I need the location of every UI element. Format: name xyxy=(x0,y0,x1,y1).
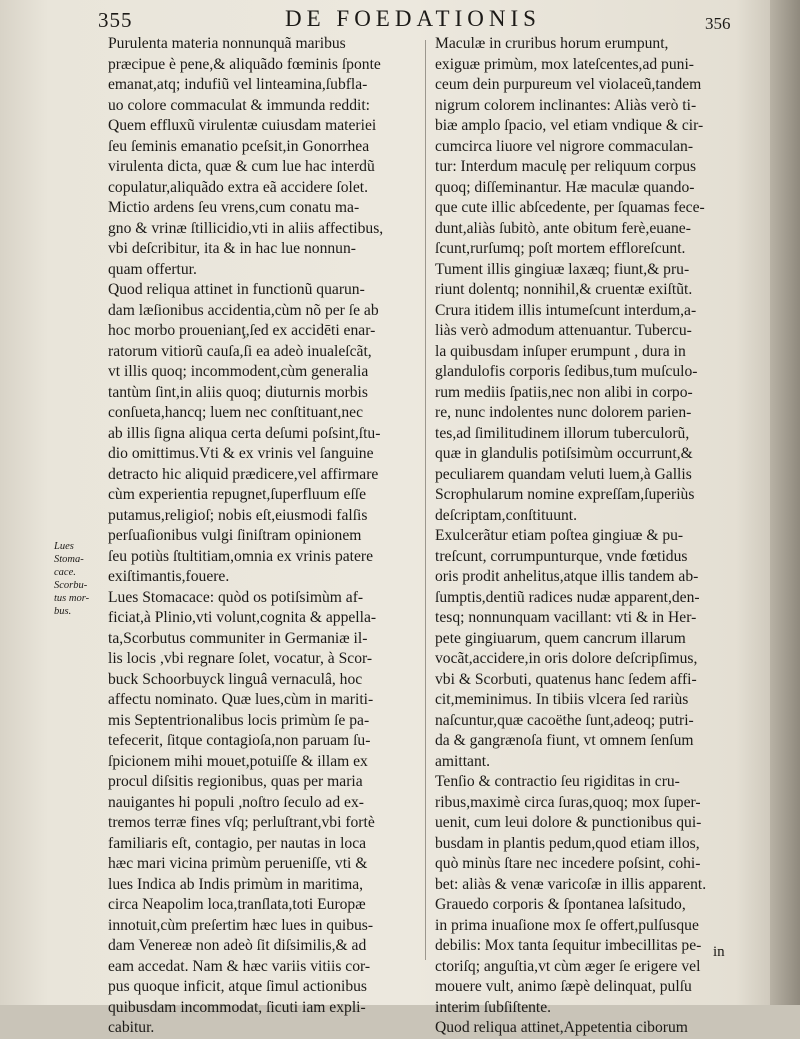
text-line: perſuaſionibus vulgi ſiniſtram opinionem xyxy=(108,527,362,544)
text-line: Lues Stomacace: quòd os potiſsimùm af- xyxy=(108,588,364,606)
text-line: uenit, cum leui dolore & punctionibus qui- xyxy=(435,814,702,831)
text-line: ſpicionem mihi mouet,potuiſſe & illam ex xyxy=(108,752,368,770)
margin-note-line: Scorbu- xyxy=(54,580,88,591)
text-line: hoc morbo prouenianţ,ſed ex accidēti enar- xyxy=(108,322,376,339)
text-line: la quibusdam inſuper erumpunt , dura in xyxy=(435,342,686,360)
text-line: Scrophularum nomine expreſſam,ſuperiùs xyxy=(435,486,695,503)
text-line: riunt dolentq; nonnihil,& cruentæ exiſtũt. xyxy=(435,281,693,298)
text-line: ceum dein purpureum vel violaceũ,tandem xyxy=(435,76,702,93)
text-line: tur: Interdum maculę per reliquum corpus xyxy=(435,158,697,175)
text-line: exiguæ primùm, mox lateſcentes,ad puni- xyxy=(435,55,694,73)
text-line: nauigantes hi populi ,noſtro ſeculo ad ex- xyxy=(108,793,364,811)
text-line: naſcuntur,quæ cacoëthe ſunt,adeoq; putri- xyxy=(435,711,694,729)
text-line: dam læſionibus accidentia,cùm nõ per ſe ab xyxy=(108,301,379,319)
text-line: quò minùs ſtare nec incedere poſsint, cohi- xyxy=(435,855,701,872)
margin-note-line: Stoma- xyxy=(54,554,84,565)
text-line: affectu nominato. Quæ lues,cùm in mariti- xyxy=(108,691,374,708)
text-line: lis locis ,vbi regnare ſolet, vocatur, à Scor- xyxy=(108,650,373,667)
right-page-number: 356 xyxy=(705,14,731,33)
text-line: cumcirca liuore vel nigrore commaculan- xyxy=(435,137,694,155)
margin-note-line: bus. xyxy=(54,606,72,617)
text-line: liàs verò admodum attenuantur. Tubercu- xyxy=(435,322,692,339)
text-line: putamus,religioſ; nobis eſt,eiusmodi falſis xyxy=(108,506,368,524)
text-line: tes,ad ſimilitudinem illorum tuberculorũ, xyxy=(435,424,690,442)
text-line: pus quoque inficit, atque ſimul actionibus xyxy=(108,978,367,995)
text-line: tantùm ſint,in aliis quoq; diuturnis morbis xyxy=(108,383,368,401)
text-line: virulenta dicta, quæ & cum lue hac interdũ xyxy=(108,158,375,175)
text-line: familiaris eſt, contagio, per nautas in loca xyxy=(108,834,367,852)
text-line: circa Neapolim loca,tranſlata,toti Europæ xyxy=(108,896,366,913)
text-line: glandulofis corporis ſedibus,tum muſculo- xyxy=(435,363,698,380)
text-line: mis Septentrionalibus locis primùm ſe pa- xyxy=(108,711,370,729)
text-line: mouere vult, animo ſæpè delinquat, pulſu xyxy=(435,978,692,995)
text-line: debilis: Mox tanta ſequitur imbecillitas pe- xyxy=(435,937,702,954)
text-line: dio omittimus.Vti & ex vrinis vel ſanguine xyxy=(108,445,374,462)
text-line: in prima inuaſione mox ſe offert,pulſusque xyxy=(435,916,699,934)
text-line: quam offertur. xyxy=(108,260,197,278)
text-line: ſeu potiùs ſtultitiam,omnia ex vrinis patere xyxy=(108,547,374,565)
text-line: ſeu ſeminis emanatio pceſsit,in Gonorrhea xyxy=(108,137,370,155)
text-line: Tument illis gingiuæ laxæq; fiunt,& pru- xyxy=(435,260,690,278)
text-line: tefecerit, ſitque contagioſa,non paruam ſu- xyxy=(108,732,371,749)
text-line: quæ in glandulis potiſsimùm occurrunt,& xyxy=(435,445,693,462)
text-line: uo colore commaculat & immunda reddit: xyxy=(108,96,370,114)
text-line: deſcriptam,conſtituunt. xyxy=(435,506,578,524)
text-line: ab illis ſigna aliqua certa deſumi poſsint,ſtu- xyxy=(108,424,381,442)
left-page-number: 355 xyxy=(98,8,133,32)
text-line: Tenſio & contractio ſeu rigiditas in cru- xyxy=(435,773,680,790)
text-line: copulatur,aliquãdo extra eã accidere ſolet. xyxy=(108,178,368,196)
text-line: quoq; diſſeminantur. Hæ maculæ quando- xyxy=(435,178,695,196)
text-line: peculiarem quandam veluti luem,à Gallis xyxy=(435,465,692,483)
text-line: ſcunt,rurſumq; poſt mortem efflorеſcunt. xyxy=(435,240,686,257)
column-divider xyxy=(425,40,426,960)
margin-note-line: tus mor- xyxy=(54,593,90,604)
text-line: ſumptis,dentiũ radices nudæ apparent,den- xyxy=(435,588,700,606)
text-line: Crura itidem illis intumeſcunt interdum,a- xyxy=(435,301,697,319)
margin-note-line: Lues xyxy=(54,541,74,552)
text-line: Maculæ in cruribus horum erumpunt, xyxy=(435,35,669,52)
text-line: ctoriſq; anguſtia,vt cùm æger ſe erigere vel xyxy=(435,957,701,975)
text-line: tremos terræ fines vſq; perluſtrant,vbi fortè xyxy=(108,814,375,831)
margin-note xyxy=(54,540,104,618)
text-line: re, nunc indolentes nunc dolorem parien- xyxy=(435,404,692,421)
text-line: vbi & Scorbuti, quatenus hanc ſedem affi- xyxy=(435,670,697,688)
text-line: cabitur. xyxy=(108,1019,155,1036)
text-line: conſueta,hancq; luem nec conſtituant,nec xyxy=(108,404,364,421)
right-column xyxy=(435,34,763,1039)
text-line: gno & vrinæ ſtillicidio,vti in aliis affectibus, xyxy=(108,219,384,237)
text-line: rum mediis ſpatiis,nec non alibi in corpo- xyxy=(435,383,693,401)
margin-note-line: cace. xyxy=(54,567,76,578)
text-line: præcipue è pene,& aliquãdo fœminis ſponte xyxy=(108,55,381,73)
text-line: Exulcerãtur etiam poſtea gingiuæ & pu- xyxy=(435,527,684,544)
text-line: vt illis quoq; incommodent,cùm generalia xyxy=(108,363,369,380)
text-line: amittant. xyxy=(435,752,490,770)
text-line: Mictio ardens ſeu vrens,cum conatu ma- xyxy=(108,199,360,216)
text-line: Quod reliqua attinet,Appetentia ciborum xyxy=(435,1019,688,1036)
text-line: procul diſsitis regionibus, quas per maria xyxy=(108,773,363,790)
text-line: hæc mari vicina primùm perueniſſe, vti & xyxy=(108,855,368,872)
book-binding xyxy=(770,0,800,1005)
text-line: detracto hic aliquid prædicere,vel affirmare xyxy=(108,465,379,483)
left-column xyxy=(108,34,420,1039)
text-line: nigrum colorem inclinantes: Aliàs verò ti- xyxy=(435,96,697,114)
text-line: buck Schoorbuyck linguâ vernaculâ, hoc xyxy=(108,670,363,688)
text-line: cit,meminimus. In tibiis vlcera ſed rariùs xyxy=(435,691,689,708)
text-line: Quod reliqua attinet in functionũ quarun- xyxy=(108,281,365,298)
text-line: Purulenta materia nonnunquã maribus xyxy=(108,35,346,52)
text-line: dunt,aliàs ſubitò, ante obitum ferè,euane- xyxy=(435,219,691,237)
text-line: ratorum vitiorũ cauſa,ſi ea adeò inualeſcãt, xyxy=(108,342,372,360)
text-line: biæ amplo ſpacio, vel etiam vndique & cir- xyxy=(435,117,704,134)
text-line: Quem effluxũ virulentæ cuiusdam materiei xyxy=(108,117,377,134)
text-line: dam Venereæ non adeò ſit diſsimilis,& ad xyxy=(108,937,367,954)
text-line: busdam in plantis pedum,quod etiam illos, xyxy=(435,834,700,852)
running-title: DE FOEDATIONIS xyxy=(285,6,541,31)
catchword: in xyxy=(713,944,725,960)
text-line: treſcunt, corrumpunturque, vnde fœtidus xyxy=(435,547,688,565)
text-line: da & gangrænoſa fiunt, vt omnem ſenſum xyxy=(435,732,694,749)
text-line: oris prodit anhelitus,atque illis tandem ab- xyxy=(435,568,699,585)
text-line: pete gingiuarum, quem cancrum illarum xyxy=(435,629,686,647)
text-line: bet: aliàs & venæ varicoſæ in illis apparent. xyxy=(435,875,707,893)
text-line: ribus,maximè circa ſuras,quoq; mox ſuper- xyxy=(435,793,701,811)
text-line: vocãt,accidere,in oris dolore deſcripſimus, xyxy=(435,650,698,667)
text-line: que cute illic abſcedente, per ſquamas fece- xyxy=(435,199,705,216)
text-line: interim ſubſiſtente. xyxy=(435,998,552,1016)
text-line: tesq; nonnunquam vacillant: vti & in Her- xyxy=(435,609,697,626)
text-line: quibusdam incommodat, ſicuti iam expli- xyxy=(108,998,366,1016)
text-line: ficiat,à Plinio,vti volunt,cognita & appella- xyxy=(108,609,377,626)
text-line: emanat,atq; indufiũ vel linteamina,ſubfla- xyxy=(108,76,368,93)
text-line: innotuit,cùm preſertim hæc lues in quibus- xyxy=(108,916,374,934)
text-line: eam accedat. Nam & hæc variis vitiis cor- xyxy=(108,957,371,975)
text-line: exiſtimantis,fouere. xyxy=(108,568,230,585)
text-line: cùm experientia repugnet,ſuperfluum eſſe xyxy=(108,486,367,503)
text-line: Grauedo corporis & ſpontanea laſsitudo, xyxy=(435,896,686,913)
text-line: ta,Scorbutus communiter in Germaniæ il- xyxy=(108,629,368,647)
text-line: vbi deſcribitur, ita & in hac lue nonnun- xyxy=(108,240,356,257)
text-line: lues Indica ab Indis primùm in maritima, xyxy=(108,875,364,893)
